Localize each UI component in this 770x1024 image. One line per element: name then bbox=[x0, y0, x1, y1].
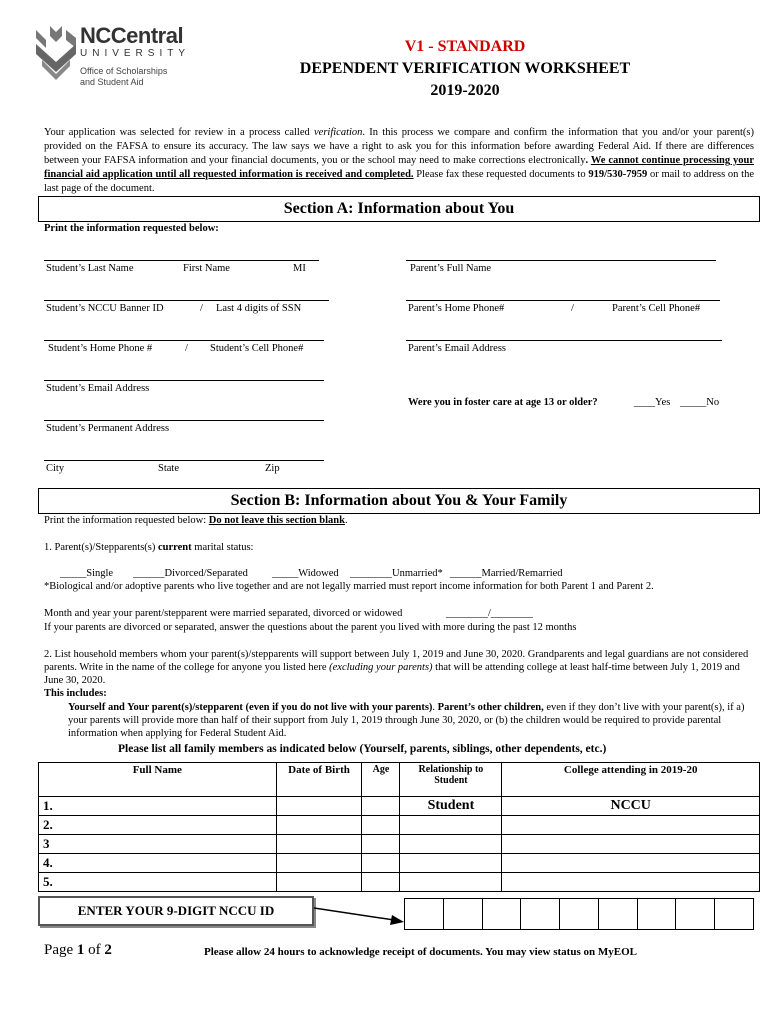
student-email-label: Student’s Email Address bbox=[46, 383, 150, 394]
enter-nccu-id-label: ENTER YOUR 9-DIGIT NCCU ID bbox=[38, 896, 314, 926]
nccu-shield-icon bbox=[34, 24, 78, 84]
intro-bold-warning: We cannot continue processing your financial aid application until all requested information is received and completed. bbox=[44, 155, 755, 180]
relationship-cell[interactable] bbox=[400, 835, 502, 854]
parent-email-label: Parent’s Email Address bbox=[408, 343, 506, 354]
intro-p2: . In this process we compare and confirm the information that you and/or your parent(s) provided on the FAFSA to ensure its accuracy. The law says we have a right to ask you for this information before awarding Federal Aid. If there are differences between your FAFSA information and your financial documents, you or the school may need to make corrections electronically bbox=[44, 127, 755, 166]
nccu-id-boxes bbox=[404, 898, 754, 930]
table-row bbox=[39, 854, 760, 873]
this-includes: This includes: bbox=[44, 688, 107, 699]
age-cell[interactable] bbox=[362, 873, 400, 892]
table-row bbox=[39, 816, 760, 835]
id-digit-box[interactable] bbox=[521, 899, 560, 929]
banner-id-label: Student’s NCCU Banner ID bbox=[46, 303, 164, 314]
id-digit-box[interactable] bbox=[483, 899, 522, 929]
age-cell[interactable] bbox=[362, 835, 400, 854]
college-cell[interactable]: NCCU bbox=[502, 797, 760, 816]
banner-slash: / bbox=[200, 303, 203, 314]
row-number[interactable]: 3 bbox=[39, 835, 277, 854]
logo-office-line1: Office of Scholarships bbox=[80, 66, 168, 76]
section-b-instruction: Print the information requested below: Do not leave this section blank. bbox=[44, 515, 348, 526]
student-phone-slash: / bbox=[185, 343, 188, 354]
age-cell[interactable] bbox=[362, 854, 400, 873]
opt-married[interactable]: ______Married/Remarried bbox=[450, 568, 563, 579]
id-digit-box[interactable] bbox=[676, 899, 715, 929]
id-digit-box[interactable] bbox=[715, 899, 753, 929]
id-digit-box[interactable] bbox=[599, 899, 638, 929]
mi-label: MI bbox=[293, 263, 306, 274]
row-number[interactable]: 4. bbox=[39, 854, 277, 873]
parent-home-phone-label: Parent’s Home Phone# bbox=[408, 303, 505, 314]
foster-yes[interactable]: ____Yes bbox=[634, 397, 671, 408]
intro-verification: verification bbox=[314, 127, 363, 138]
student-phone-line[interactable] bbox=[44, 340, 324, 341]
first-name-label: First Name bbox=[183, 263, 230, 274]
student-email-line[interactable] bbox=[44, 380, 324, 381]
foster-care-question: Were you in foster care at age 13 or older? bbox=[408, 397, 598, 408]
student-last-name-label: Student’s Last Name bbox=[46, 263, 134, 274]
header-full-name: Full Name bbox=[39, 763, 277, 797]
intro-fax-number: 919/530-7959 bbox=[588, 169, 648, 180]
parent-email-line[interactable] bbox=[406, 340, 722, 341]
family-members-table bbox=[38, 762, 760, 892]
dob-cell[interactable] bbox=[276, 873, 362, 892]
city-state-zip-line[interactable] bbox=[44, 460, 324, 461]
version-label: V1 - STANDARD bbox=[404, 38, 526, 55]
section-a-instruction: Print the information requested below: bbox=[44, 223, 219, 234]
married-date-question: Month and year your parent/stepparent were married separated, divorced or widowed bbox=[44, 608, 403, 619]
relationship-cell[interactable] bbox=[400, 816, 502, 835]
table-row bbox=[39, 835, 760, 854]
dob-cell[interactable] bbox=[276, 816, 362, 835]
foster-no[interactable]: _____No bbox=[680, 397, 720, 408]
married-date-blank[interactable]: ________/________ bbox=[446, 608, 533, 619]
table-row bbox=[39, 797, 760, 816]
logo-text bbox=[80, 24, 190, 88]
city-label: City bbox=[46, 463, 65, 474]
logo-university: UNIVERSITY bbox=[80, 48, 191, 59]
id-digit-box[interactable] bbox=[638, 899, 677, 929]
age-cell[interactable] bbox=[362, 816, 400, 835]
includes-text: Yourself and Your parent(s)/stepparent (even if you do not live with your parents). Parent’s other children, even if they don’t live with your parent(s), if a) your parents will provide more than half of their support from July 1, 2019 through June 30, 2020, or (b) the children would be required to provide parental information when applying for Federal Student Aid. bbox=[68, 702, 745, 739]
dob-cell[interactable] bbox=[276, 797, 362, 816]
intro-fax-end: or mail to address on the last page of the document. bbox=[44, 169, 754, 194]
college-cell[interactable] bbox=[502, 873, 760, 892]
page-number: Page 1 of 2 bbox=[44, 942, 112, 958]
row-number[interactable]: 2. bbox=[39, 816, 277, 835]
arrow-right-icon bbox=[314, 904, 406, 928]
age-cell[interactable] bbox=[362, 797, 400, 816]
college-cell[interactable] bbox=[502, 835, 760, 854]
student-name-line[interactable] bbox=[44, 260, 319, 261]
table-header-row bbox=[39, 763, 760, 797]
relationship-cell[interactable] bbox=[400, 854, 502, 873]
relationship-cell[interactable]: Student bbox=[400, 797, 502, 816]
ssn-label: Last 4 digits of SSN bbox=[216, 303, 302, 314]
intro-p1: Your application was selected for review in a process called bbox=[44, 127, 315, 138]
allow-24-hours: Please allow 24 hours to acknowledge receipt of documents. You may view status on MyEOL bbox=[204, 946, 637, 958]
section-b-title: Section B: Information about You & Your Family bbox=[38, 488, 760, 514]
table-row bbox=[39, 873, 760, 892]
header-age: Age bbox=[362, 763, 400, 797]
relationship-cell[interactable] bbox=[400, 873, 502, 892]
logo-office-line2: and Student Aid bbox=[80, 77, 144, 87]
header-college: College attending in 2019-20 bbox=[502, 763, 760, 797]
row-number[interactable]: 5. bbox=[39, 873, 277, 892]
dob-cell[interactable] bbox=[276, 835, 362, 854]
header-relationship: Relationship to Student bbox=[400, 763, 502, 797]
intro-paragraph: Your application was selected for review in a process called verification. In this process we compare and confirm the information that you and/or your parent(s) provided on the FAFSA to ensure its accuracy. The law says we have a right to ask you for this information before awarding Federal Aid. If there are differences between your FAFSA information and your financial documents, you or the school may need to make corrections electronically. We cannot continue processing your financial aid application until all requested information is received and completed. Please fax these requested documents to 919/530-7959 or mail to address on the last page of the document. bbox=[44, 127, 755, 194]
row-number[interactable]: 1. bbox=[39, 797, 277, 816]
parent-full-name-label: Parent’s Full Name bbox=[410, 263, 492, 274]
divorced-note: If your parents are divorced or separated, answer the questions about the parent you lived with more during the past 12 months bbox=[44, 622, 577, 633]
banner-id-line[interactable] bbox=[44, 300, 329, 301]
worksheet-title: DEPENDENT VERIFICATION WORKSHEET bbox=[299, 60, 631, 77]
q1-marital-status: 1. Parent(s)/Stepparents(s) current marital status: bbox=[44, 542, 254, 553]
student-cell-phone-label: Student’s Cell Phone# bbox=[210, 343, 304, 354]
zip-label: Zip bbox=[265, 463, 280, 474]
list-all-members: Please list all family members as indicated below (Yourself, parents, siblings, other dependents, etc.) bbox=[118, 743, 607, 755]
parent-cell-phone-label: Parent’s Cell Phone# bbox=[612, 303, 701, 314]
id-digit-box[interactable] bbox=[560, 899, 599, 929]
dob-cell[interactable] bbox=[276, 854, 362, 873]
opt-unmarried[interactable]: ________Unmarried* bbox=[350, 568, 443, 579]
opt-single[interactable]: _____Single bbox=[60, 568, 114, 579]
section-a-title: Section A: Information about You bbox=[38, 196, 760, 222]
q2-household: 2. List household members whom your parent(s)/stepparents will support between July 1, 2019 and June 30, 2020. Grandparents and legal guardians are not considered parents. Write in the name of the college for anyone you listed here (excluding your parents) that will be attending college at least half-time between July 1, 2019 and June 30, 2020. bbox=[44, 649, 749, 686]
logo-brand: NCCentral bbox=[80, 23, 184, 48]
opt-divorced[interactable]: ______Divorced/Separated bbox=[133, 568, 248, 579]
id-digit-box[interactable] bbox=[405, 899, 444, 929]
opt-widowed[interactable]: _____Widowed bbox=[272, 568, 339, 579]
student-home-phone-label: Student’s Home Phone # bbox=[48, 343, 153, 354]
perm-address-label: Student’s Permanent Address bbox=[46, 423, 170, 434]
id-digit-box[interactable] bbox=[444, 899, 483, 929]
do-not-leave-blank: Do not leave this section blank bbox=[208, 515, 345, 526]
state-label: State bbox=[158, 463, 179, 474]
parent-phone-line[interactable] bbox=[406, 300, 720, 301]
worksheet-year: 2019-2020 bbox=[430, 82, 500, 99]
intro-fax: Please fax these requested documents to bbox=[413, 169, 589, 180]
college-cell[interactable] bbox=[502, 816, 760, 835]
logo-office bbox=[80, 66, 190, 88]
college-cell[interactable] bbox=[502, 854, 760, 873]
perm-address-line[interactable] bbox=[44, 420, 324, 421]
parent-phone-slash: / bbox=[571, 303, 574, 314]
bio-parent-note: *Biological and/or adoptive parents who live together and are not legally married must report income information for both Parent 1 and Parent 2. bbox=[44, 581, 654, 592]
header-dob: Date of Birth bbox=[276, 763, 362, 797]
parent-name-line[interactable] bbox=[406, 260, 716, 261]
